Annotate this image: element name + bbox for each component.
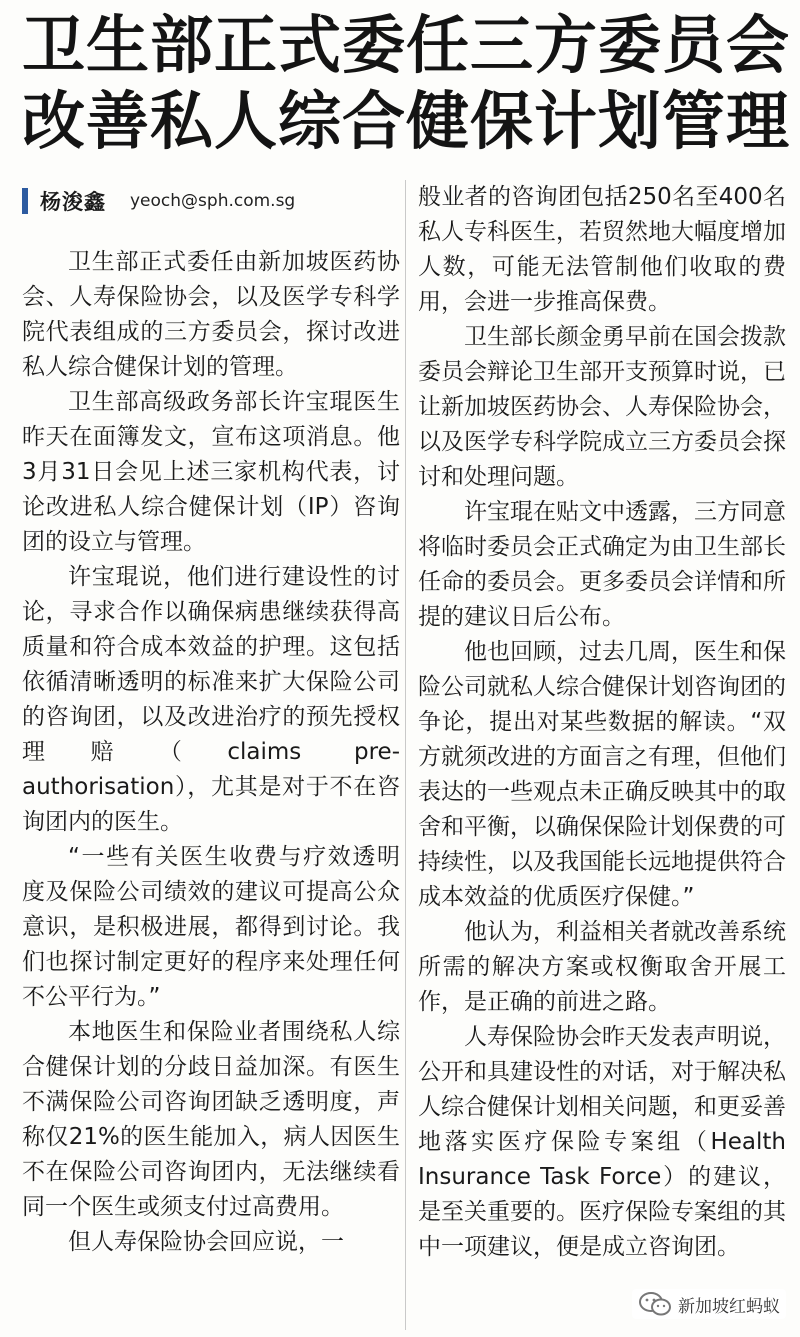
paragraph: 卫生部正式委任由新加坡医药协会、人寿保险协会，以及医学专科学院代表组成的三方委员会，探讨改进私人综合健保计划的管理。 [22,249,400,380]
source-watermark [632,1289,786,1319]
right-column [418,180,786,1265]
paragraph: 本地医生和保险业者围绕私人综合健保计划的分歧日益加深。有医生不满保险公司咨询团缺乏透明度，声称仅21%的医生能加入，病人因医生不在保险公司咨询团内，无法继续看同一个医生或须支付过高费用。 [22,1019,400,1220]
paragraph: 他认为，利益相关者就改善系统所需的解决方案或权衡取舍开展工作，是正确的前进之路。 [418,919,786,1015]
paragraph: 但人寿保险协会回应说，一 [68,1229,344,1255]
paragraph: 人寿保险协会昨天发表声明说，公开和具建设性的对话，对于解决私人综合健保计划相关问题，和更妥善地落实医疗保险专案组（Health Insurance Task Force）的建议，是至关重要的。医疗保险专案组的其中一项建议，便是成立咨询团。 [418,1024,786,1260]
paragraph: 卫生部长颜金勇早前在国会拨款委员会辩论卫生部开支预算时说，已让新加坡医药协会、人寿保险协会，以及医学专科学院成立三方委员会探讨和处理问题。 [418,324,786,490]
author-email: yeoch@sph.com.sg [130,191,296,211]
left-column [22,245,400,1260]
paragraph: 卫生部高级政务部长许宝琨医生昨天在面簿发文，宣布这项消息。他3月31日会见上述三家机构代表，讨论改进私人综合健保计划（IP）咨询团的设立与管理。 [22,389,400,555]
paragraph: “一些有关医生收费与疗效透明度及保险公司绩效的建议可提高公众意识，是积极进展，都得到讨论。我们也探讨制定更好的程序来处理任何不公平行为。” [22,844,400,1010]
paragraph: 他也回顾，过去几周，医生和保险公司就私人综合健保计划咨询团的争论，提出对某些数据的解读。“双方就须改进的方面言之有理，但他们表达的一些观点未正确反映其中的取舍和平衡，以确保保险计划保费的可持续性，以及我国能长远地提供符合成本效益的优质医疗保健。” [418,639,786,910]
headline [22,8,792,160]
watermark-label: 新加坡红蚂蚁 [678,1296,780,1317]
headline-line-1: 卫生部正式委任三方委员会 [22,9,790,82]
column-divider [405,180,406,1330]
headline-line-2: 改善私人综合健保计划管理 [22,85,790,158]
byline [22,186,392,216]
paragraph: 许宝琨说，他们进行建设性的讨论，寻求合作以确保病患继续获得高质量和符合成本效益的护理。这包括依循清晰透明的标准来扩大保险公司的咨询团，以及改进治疗的预先授权理赔（claims pre-authorisation），尤其是对于不在咨询团内的医生。 [22,564,400,835]
wechat-icon [638,1291,672,1317]
byline-accent-bar [22,188,28,214]
author-name: 杨浚鑫 [40,190,106,214]
paragraph: 许宝琨在贴文中透露，三方同意将临时委员会正式确定为由卫生部长任命的委员会。更多委员会详情和所提的建议日后公布。 [418,499,786,630]
paragraph: 般业者的咨询团包括250名至400名私人专科医生，若贸然地大幅度增加人数，可能无法管制他们收取的费用，会进一步推高保费。 [418,184,786,315]
